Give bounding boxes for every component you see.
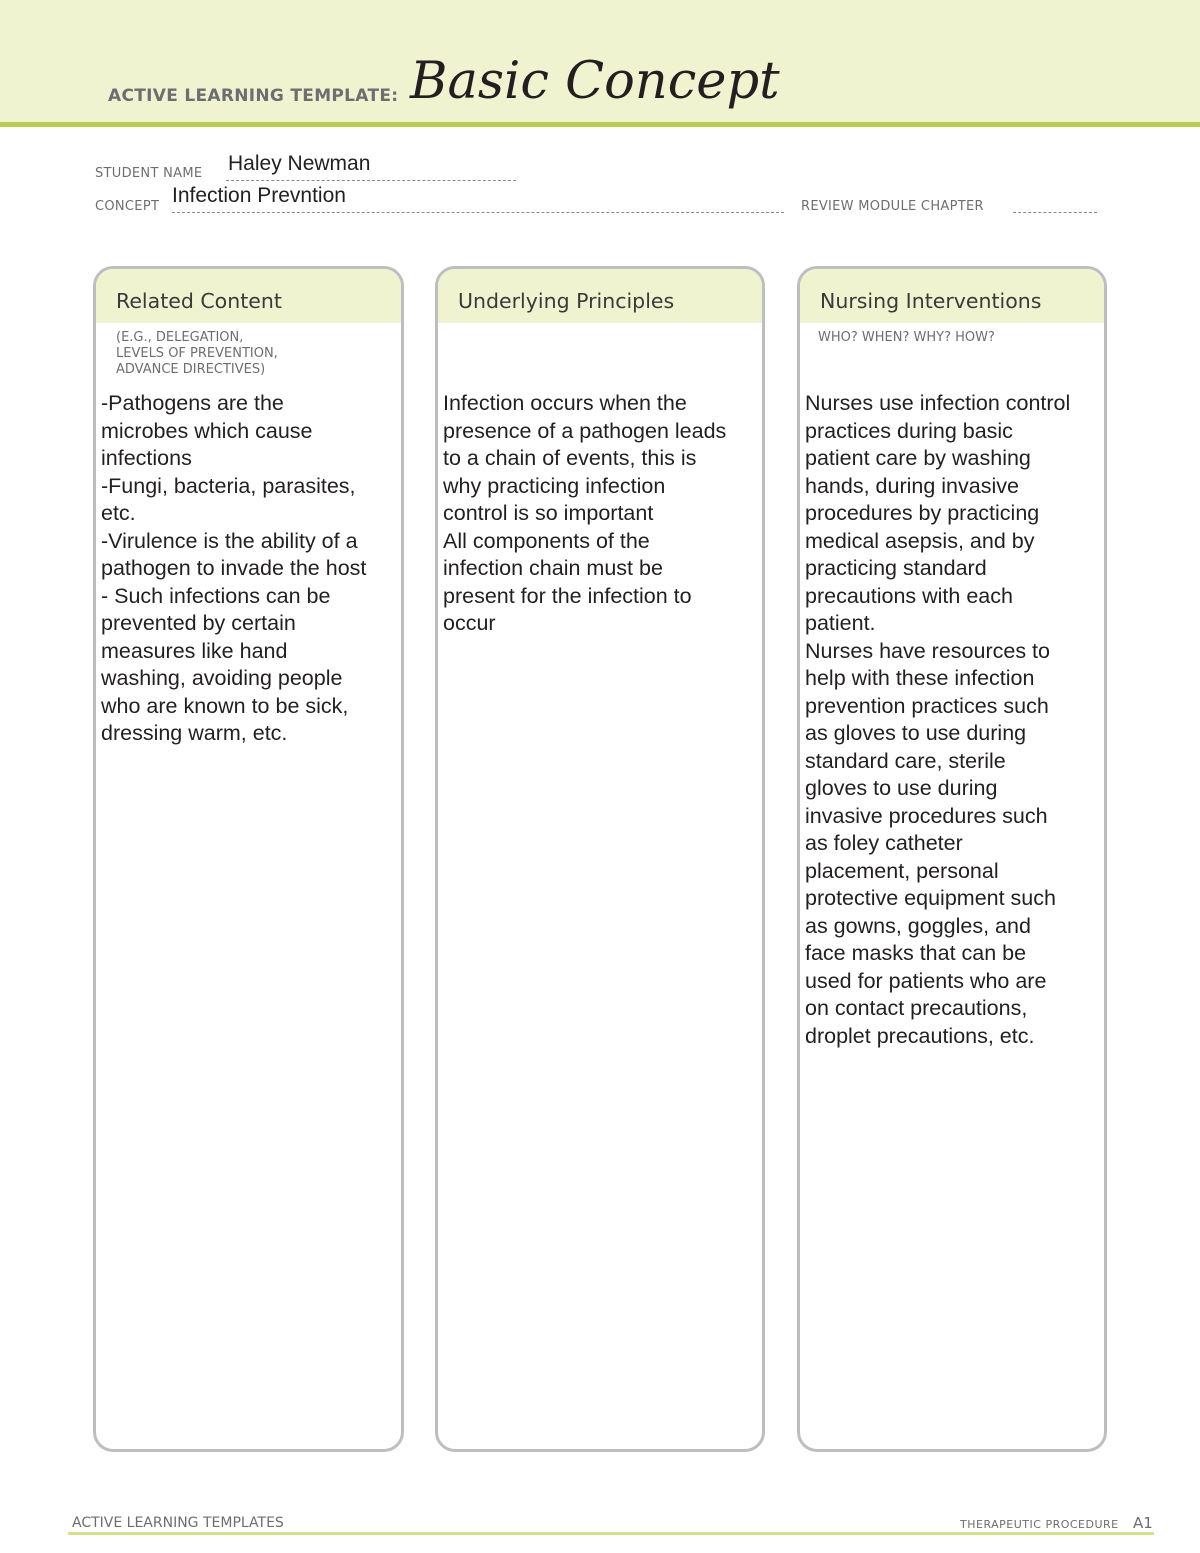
footer-title: ACTIVE LEARNING TEMPLATES (72, 1515, 284, 1531)
card-title: Nursing Interventions (820, 289, 1042, 313)
concept-field[interactable]: Infection Prevntion (172, 184, 346, 207)
review-module-label: REVIEW MODULE CHAPTER (801, 199, 984, 214)
student-name-line (226, 180, 516, 181)
template-title: Basic Concept (410, 52, 780, 111)
card-subtitle: (E.G., DELEGATION, LEVELS OF PREVENTION, ADVANCE DIRECTIVES) (116, 330, 278, 377)
related-content-text[interactable]: -Pathogens are the microbes which cause infections -Fungi, bacteria, parasites, etc. -Virulence is the ability of a pathogen to invade the host - Such infections can be prevented by certain measures like hand washing, avoiding people who are known to be sick, dressing warm, etc. (101, 391, 367, 745)
footer-section: THERAPEUTIC PROCEDURE (960, 1518, 1119, 1531)
underlying-principles-text[interactable]: Infection occurs when the presence of a pathogen leads to a chain of events, this is why practicing infection control is so important All components of the infection chain must be present for the infection to occur (443, 391, 727, 635)
page-number: A1 (1133, 1514, 1153, 1532)
template-label: ACTIVE LEARNING TEMPLATE: (108, 86, 399, 106)
related-content-card (93, 266, 404, 1452)
footer-divider (68, 1532, 1154, 1535)
card-title: Underlying Principles (458, 289, 675, 313)
card-title: Related Content (116, 289, 282, 313)
student-name-label: STUDENT NAME (95, 166, 203, 181)
nursing-interventions-card (797, 266, 1107, 1452)
concept-line (172, 212, 784, 213)
underlying-principles-card (435, 266, 765, 1452)
review-module-line (1013, 212, 1097, 213)
concept-label: CONCEPT (95, 199, 160, 214)
header-divider (0, 122, 1200, 127)
student-name-field[interactable]: Haley Newman (228, 152, 371, 175)
nursing-interventions-text[interactable]: Nurses use infection control practices during basic patient care by washing hands, during invasive procedures by practicing medical asepsis, and by practicing standard precautions with each patient. Nurses have resources to help with these infection prevention practices such as gloves to use during standard care, sterile gloves to use during invasive procedures such as foley catheter placement, personal protective equipment such as gowns, goggles, and face masks that can be used for patients who are on contact precautions, droplet precautions, etc. (805, 391, 1071, 1048)
card-subtitle: WHO? WHEN? WHY? HOW? (818, 330, 995, 345)
